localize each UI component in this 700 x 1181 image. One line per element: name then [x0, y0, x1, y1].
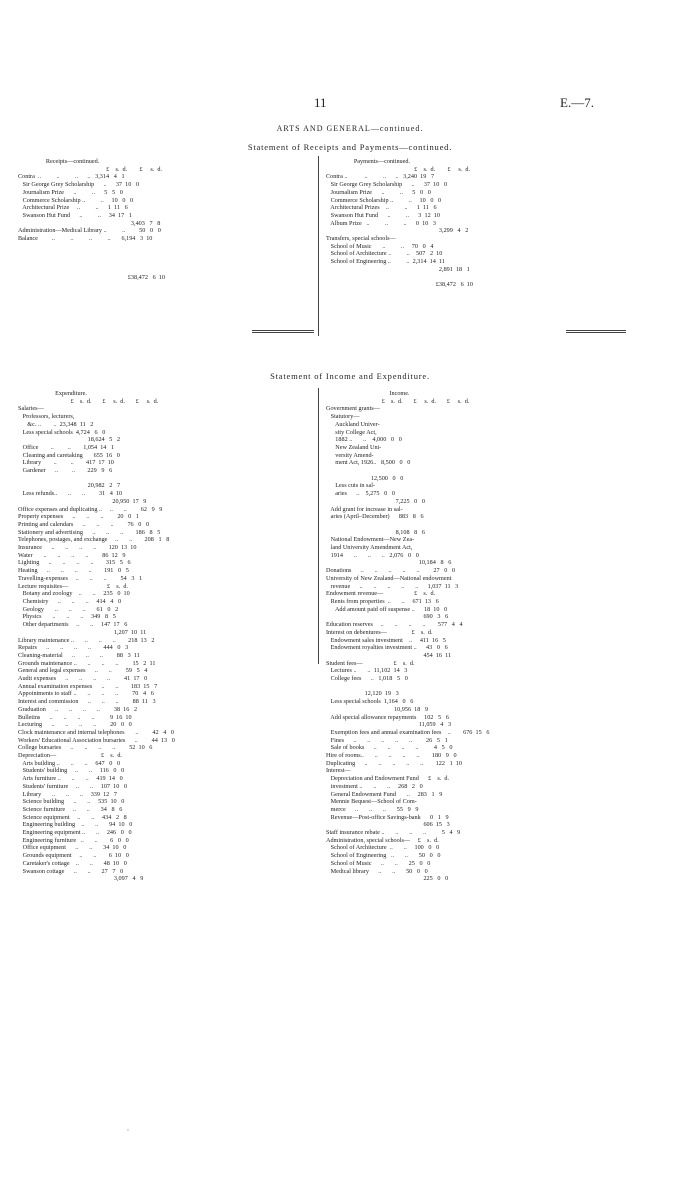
- section-heading: ARTS AND GENERAL—continued.: [276, 124, 424, 133]
- receipts-payments-heading: Statement of Receipts and Payments—continued.: [247, 142, 453, 152]
- income-table: Income. £ s. d. £ s. d. £ s. d. Government grants— Statutory— Auckland Univer- sity College Act, 1882 .. .. 4,000 0 0 New Zealand Uni- versity Amend- ment Act, 1926.. 8,500 0 0 12,500 0 0 Less cuts in sal- aries .. 5,275 0 0 7,225 0 0 Add grant for increase in sal- aries (April–December) 883 8 6 8,108 8 6 National Endowment—New Zea- land University Amendment Act, 1914 .. .. .. 2,076 0 0 10,184 8 6 Donations .. .. .. .. .. 27 0 0 University of New Zealand—National endowment revenue .. .. .. .. .. 1,037 11 3 Endowment revenue— £ s. d. Rents from properties .. .. 671 13 6 Add amount paid off suspense .. 18 10 0 690 3 6 Education reserves .. .. .. .. 577 4 4 Interest on debentures— £ s. d. Endowment sales investment .. 411 16 5 Endowment royalties investment .. 43 0 6 454 16 11 Student fees— £ s. d. Lectures .. .. 11,102 14 3 College fees .. 1,018 5 0 12,120 19 3 Less special schools 1,164 0 6 10,956 18 9 Add special allowance repayments 102 5 6 11,059 4 3 Exemption fees and annual examination fees .. 676 15 6 Fines .. .. .. .. .. 26 5 1 Sale of books .. .. .. .. 4 5 0 Hire of rooms.. .. .. .. .. 180 9 0 Duplicating .. .. .. .. .. 122 1 10 Interest— Depreciation and Endowment Fund £ s. d. investment .. .. .. 268 2 0 General Endowment Fund .. 283 1 9 Mennie Bequest—School of Com- merce .. .. .. 55 9 9 Revenue—Post-office Savings-bank 0 1 9 606 15 3 Staff insurance rebate .. .. .. .. 5 4 9 Administration, special schools— £ s. d. School of Architecture .. .. 100 0 0 School of Engineering .. .. 50 0 0 School of Music .. .. 25 0 0 Medical library .. .. 50 0 0 225 0 0: [326, 390, 490, 883]
- payments-total-rule: [566, 330, 626, 333]
- income-expenditure-heading: Statement of Income and Expenditure.: [270, 371, 430, 381]
- column-divider: [318, 388, 319, 664]
- payments-table: Payments—continued. £ s. d. £ s. d. Contra .. .. .. .. 3,240 19 7 Sir George Grey Scholarship .. 37 10 0 Journalism Prize .. .. 5 0 0 Commerce Scholarship .. .. 10 0 0 Architectural Prizes .. .. 1 11 6 Swanson Hut Fund .. .. 3 12 10 Album Prize .. .. .. 0 10 3 3,299 4 2 Transfers, special schools— School of Music .. .. 70 0 4 School of Architecture .. .. 507 2 10 School of Engineering .. .. 2,314 14 11 2,891 18 1 £38,472 6 10: [326, 158, 473, 289]
- expenditure-table: Expenditure. £ s. d. £ s. d. £ s. d. Salaries— Professors, lecturers, &c. .. .. 23,348 11 2 Less special schools 4,724 6 0 18,624 5 2 Office .. .. 1,054 14 1 Cleaning and caretaking 655 16 0 Library .. .. 417 17 10 Gardener .. .. 229 9 6 20,982 2 7 Less refunds.. .. .. 31 4 10 20,950 17 9 Office expenses and duplicating .. .. .. 62 9 9 Property expenses .. .. .. 20 0 1 Printing and calendars .. .. .. 76 0 0 Stationery and advertising .. .. .. 186 8 5 Telephones, postages, and exchange .. .. 208 1 8 Insurance .. .. .. .. 120 13 10 Water .. .. .. .. 86 12 9 Lighting .. .. .. .. 315 5 6 Heating .. .. .. .. 191 0 5 Travelling-expenses .. .. .. 54 3 1 Lecture requisites— £ s. d. Botany and zoology .. .. 235 0 10 Chemistry .. .. .. 414 4 0 Geology .. .. .. 61 0 2 Physics .. .. .. 349 8 5 Other departments .. .. 147 17 6 1,207 10 11 Library maintenance .. .. .. .. 218 13 2 Repairs .. .. .. .. 444 0 3 Cleaning-material .. .. .. 88 3 11 Grounds maintenance .. .. .. .. 15 2 11 General and legal expenses .. .. 59 5 4 Audit expenses .. .. .. .. 41 17 0 Annual examination expenses .. .. 183 15 7 Appointments to staff .. .. .. .. 70 4 6 Interest and commission .. .. .. 88 11 3 Graduation .. .. .. .. 38 16 2 Bulletins .. .. .. .. 9 16 10 Lecturing .. .. .. .. 20 0 0 Clock maintenance and internal telephones .. 42 4 0 Workers' Educational Association bursaries .. 44 13 0 College bursaries .. .. .. .. 52 10 6 Depreciation— £ s. d. Arts building .. .. .. 647 0 0 Students' building .. .. 116 0 0 Arts furniture .. .. .. 419 14 0 Students' furniture .. .. 107 10 0 Library .. .. .. 339 12 7 Science building .. .. 535 10 0 Science furniture .. .. 34 8 6 Science equipment .. .. 434 2 8 Engineering building .. .. 94 10 0 Engineering equipment .. .. 246 0 0 Engineering furniture .. .. 6 0 0 Office equipment .. .. 34 10 0 Grounds equipment .. .. 6 10 0 Caretaker's cottage .. .. 48 10 0 Swanson cottage .. .. 27 7 0 3,097 4 9: [18, 390, 175, 883]
- page-number: 11: [314, 95, 327, 110]
- receipts-table: Receipts—continued. £ s. d. £ s. d. Contra .. .. .. .. 3,314 4 1 Sir George Grey Scholarship .. 37 10 0 Journalism Prize .. .. 5 5 0 Commerce Scholarship .. .. 10 0 0 Architectural Prize .. .. 1 11 6 Swanson Hut Fund .. .. 34 17 1 3,403 7 8 Administration—Medical Library .. .. 50 0 0 Balance .. .. .. .. 6,194 3 10 £38,472 6 10: [18, 158, 165, 281]
- column-divider: [318, 156, 319, 336]
- receipts-total-rule: [252, 330, 314, 333]
- report-code: E.—7.: [560, 95, 594, 110]
- margin-mark: ,: [127, 1123, 129, 1132]
